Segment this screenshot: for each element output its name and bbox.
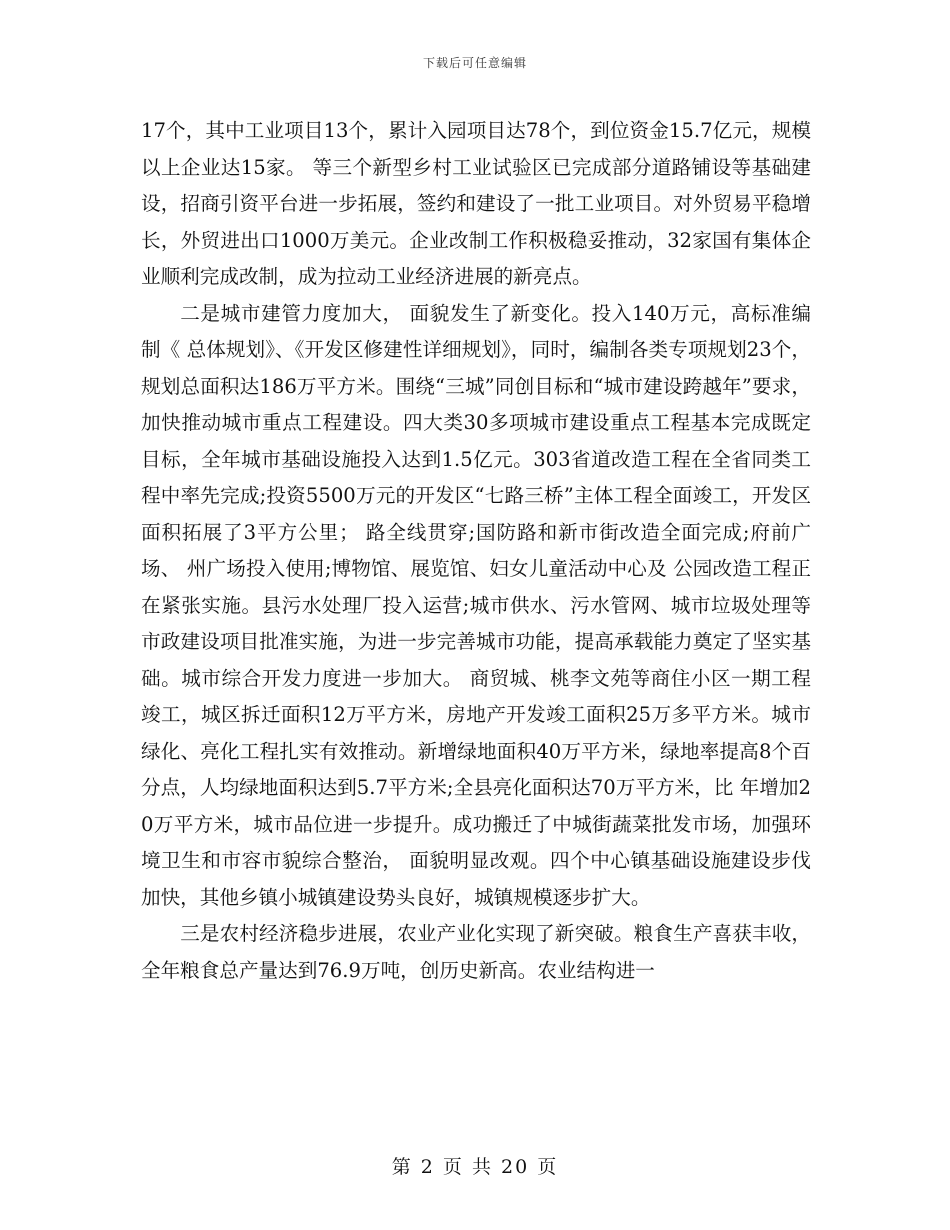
page-number-footer: 第 2 页 共 20 页 [391, 1156, 559, 1178]
document-body [141, 113, 811, 989]
paragraph-rural-economy: 三是农村经济稳步进展，农业产业化实现了新突破。粮食生产喜获丰收，全年粮食总产量达到76.9万吨，创历史新高。农业结构进一 [141, 922, 811, 982]
page-header-note: 下载后可任意编辑 [422, 56, 527, 70]
paragraph-industry-continued: 17个，其中工业项目13个，累计入园项目达78个，到位资金15.7亿元，规模以上企业达15家。 等三个新型乡村工业试验区已完成部分道路铺设等基础建设，招商引资平台进一步拓展，签约和建设了一批工业项目。对外贸易平稳增长，外贸进出口1000万美元。企业改制工作积极稳妥推动，32家国有集体企业顺利完成改制，成为拉动工业经济进展的新亮点。 [141, 119, 811, 288]
paragraph-urban-construction: 二是城市建管力度加大， 面貌发生了新变化。投入140万元，高标准编制《 总体规划》、《开发区修建性详细规划》，同时，编制各类专项规划23个，规划总面积达186万平方米。围绕“三城”同创目标和“城市建设跨越年”要求，加快推动城市重点工程建设。四大类30多项城市建设重点工程基本完成既定目标，全年城市基础设施投入达到1.5亿元。303省道改造工程在全省同类工程中率先完成;投资5500万元的开发区“七路三桥”主体工程全面竣工，开发区面积拓展了3平方公里； 路全线贯穿;国防路和新市街改造全面完成;府前广场、 州广场投入使用;博物馆、展览馆、妇女儿童活动中心及 公园改造工程正在紧张实施。县污水处理厂投入运营;城市供水、污水管网、城市垃圾处理等市政建设项目批准实施，为进一步完善城市功能，提高承载能力奠定了坚实基础。城市综合开发力度进一步加大。 商贸城、桃李文苑等商住小区一期工程竣工，城区拆迁面积12万平方米，房地产开发竣工面积25万多平方米。城市绿化、亮化工程扎实有效推动。新增绿地面积40万平方米，绿地率提高8个百分点，人均绿地面积达到5.7平方米;全县亮化面积达70万平方米，比 年增加20万平方米，城市品位进一步提升。成功搬迁了中城街蔬菜批发市场，加强环境卫生和市容市貌综合整治， 面貌明显改观。四个中心镇基础设施建设步伐加快，其他乡镇小城镇建设势头良好，城镇规模逐步扩大。 [141, 301, 811, 909]
